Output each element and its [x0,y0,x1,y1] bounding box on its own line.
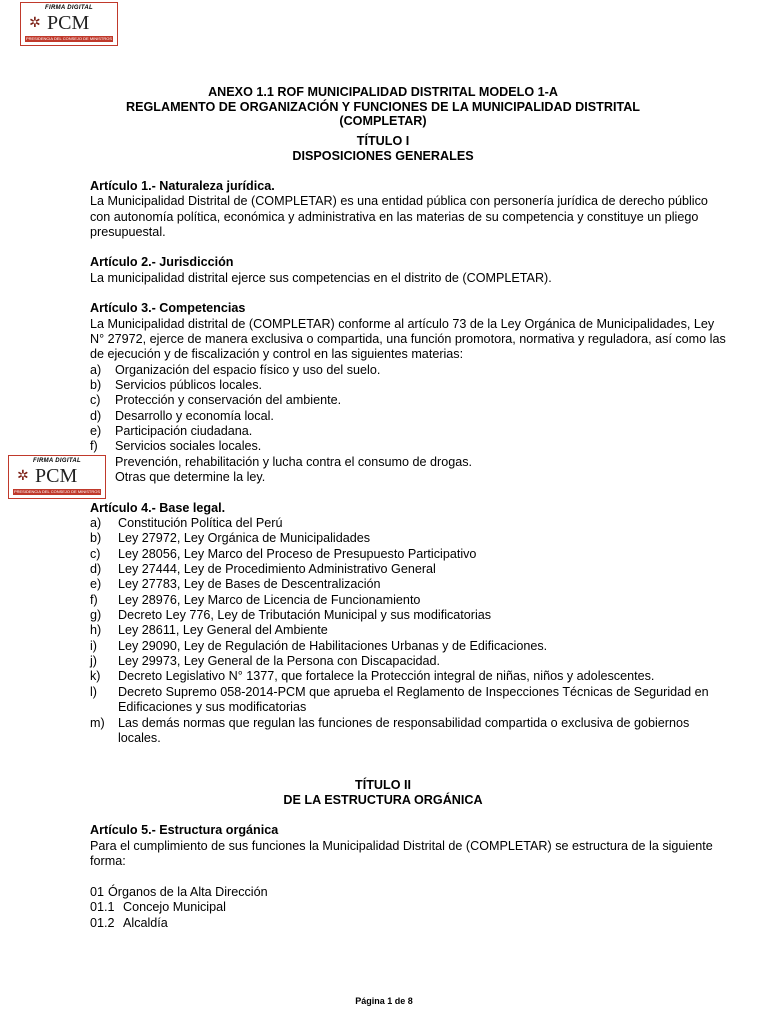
list-label: a) [90,363,102,377]
annex-title: ANEXO 1.1 ROF MUNICIPALIDAD DISTRITAL MODELO 1-A [208,85,558,99]
list-label: l) [90,685,97,699]
list-text: Ley 27972, Ley Orgánica de Municipalidades [118,531,371,545]
list-text: Organización del espacio físico y uso del suelo. [115,363,381,377]
list-text: Las demás normas que regulan las funciones de responsabilidad compartida o exclusiva de gobiernos [118,716,690,730]
list-text: Protección y conservación del ambiente. [115,393,342,407]
art2-line: La municipalidad distrital ejerce sus competencias en el distrito de (COMPLETAR). [90,271,552,285]
list-label: g) [90,608,102,622]
list-label: i) [90,639,97,653]
titulo-1: TÍTULO I [356,134,410,148]
stamp-subtitle: PRESIDENCIA DEL CONSEJO DE MINISTROS [13,489,101,494]
list-text: Ley 27444, Ley de Procedimiento Administrativo General [118,562,436,576]
art1-line: con autonomía política, económica y administrativa en las materias de su competencia y constituye un pliego [90,210,699,224]
titulo-1-subtitle: DISPOSICIONES GENERALES [292,149,474,163]
list-text: Ley 28611, Ley General del Ambiente [118,623,328,637]
list-text: Decreto Supremo 058-2014-PCM que aprueba el Reglamento de Inspecciones Técnicas de Seguridad en [118,685,709,699]
list-text: Otras que determine la ley. [115,470,266,484]
list-label: e) [90,424,102,438]
art3-heading: Artículo 3.- Competencias [90,301,246,315]
list-text: Servicios sociales locales. [115,439,262,453]
art4-heading: Artículo 4.- Base legal. [90,501,226,515]
org-text: Concejo Municipal [123,900,226,914]
list-label: m) [90,716,105,730]
art1-line: presupuestal. [90,225,166,239]
art5-line: Para el cumplimiento de sus funciones la Municipalidad Distrital de (COMPLETAR) se estructura de la siguiente [90,839,713,853]
star-emblem-icon: ✲ [17,467,29,483]
list-text: Decreto Ley 776, Ley de Tributación Municipal y sus modificatorias [118,608,492,622]
titulo-2: TÍTULO II [355,778,411,792]
art5-line: forma: [90,854,126,868]
list-text: Ley 27783, Ley de Bases de Descentralización [118,577,381,591]
star-emblem-icon: ✲ [29,14,41,30]
org-label: 01 [90,885,105,899]
list-label: f) [90,439,98,453]
list-label: k) [90,669,101,683]
art1-line: La Municipalidad Distrital de (COMPLETAR) es una entidad pública con personería jurídica de derecho público [90,194,708,208]
org-text: Órganos de la Alta Dirección [108,885,268,899]
list-label: a) [90,516,102,530]
org-label: 01.2 [90,916,115,930]
titulo-2-subtitle: DE LA ESTRUCTURA ORGÁNICA [283,793,483,807]
org-label: 01.1 [90,900,115,914]
list-text: Prevención, rehabilitación y lucha contra el consumo de drogas. [115,455,473,469]
list-label: j) [90,654,97,668]
list-label: f) [90,593,98,607]
art3-line: de ejecución y de fiscalización y control en las siguientes materias: [90,347,464,361]
list-label: c) [90,547,101,561]
list-text: Ley 29090, Ley de Regulación de Habilitaciones Urbanas y de Edificaciones. [118,639,548,653]
list-text: Decreto Legislativo N° 1377, que fortalece la Protección integral de niñas, niños y adolescentes. [118,669,655,683]
list-label: h) [90,623,102,637]
art3-line: N° 27972, ejerce de manera exclusiva o compartida, una función promotora, normativa y reguladora, así como las [90,332,726,346]
list-label: e) [90,577,102,591]
digital-signature-stamp [20,2,118,46]
stamp-title: FIRMA DIGITAL [33,458,81,464]
list-text: Desarrollo y economía local. [115,409,274,423]
list-label: d) [90,409,102,423]
stamp-logo: PCM [47,12,90,34]
art2-heading: Artículo 2.- Jurisdicción [90,255,234,269]
art5-heading: Artículo 5.- Estructura orgánica [90,823,279,837]
list-label: d) [90,562,102,576]
list-text: Ley 28056, Ley Marco del Proceso de Presupuesto Participativo [118,547,477,561]
list-text: Edificaciones y sus modificatorias [118,700,307,714]
list-label: c) [90,393,101,407]
stamp-title: FIRMA DIGITAL [45,5,93,11]
art3-line: La Municipalidad distrital de (COMPLETAR) conforme al artículo 73 de la Ley Orgánica de Municipalidades, Ley [90,317,715,331]
art1-heading: Artículo 1.- Naturaleza jurídica. [90,179,275,193]
page-number: Página 1 de 8 [355,996,413,1006]
list-label: b) [90,531,102,545]
org-text: Alcaldía [123,916,168,930]
list-text: Constitución Política del Perú [118,516,283,530]
digital-signature-stamp [8,455,106,499]
stamp-logo: PCM [35,465,78,487]
regulation-title: REGLAMENTO DE ORGANIZACIÓN Y FUNCIONES DE LA MUNICIPALIDAD DISTRITAL (COMPLETAR) [125,100,641,128]
list-text: locales. [118,731,161,745]
list-text: Ley 28976, Ley Marco de Licencia de Funcionamiento [118,593,421,607]
list-text: Participación ciudadana. [115,424,253,438]
list-text: Ley 29973, Ley General de la Persona con Discapacidad. [118,654,441,668]
list-text: Servicios públicos locales. [115,378,262,392]
stamp-subtitle: PRESIDENCIA DEL CONSEJO DE MINISTROS [25,36,113,41]
list-label: b) [90,378,102,392]
